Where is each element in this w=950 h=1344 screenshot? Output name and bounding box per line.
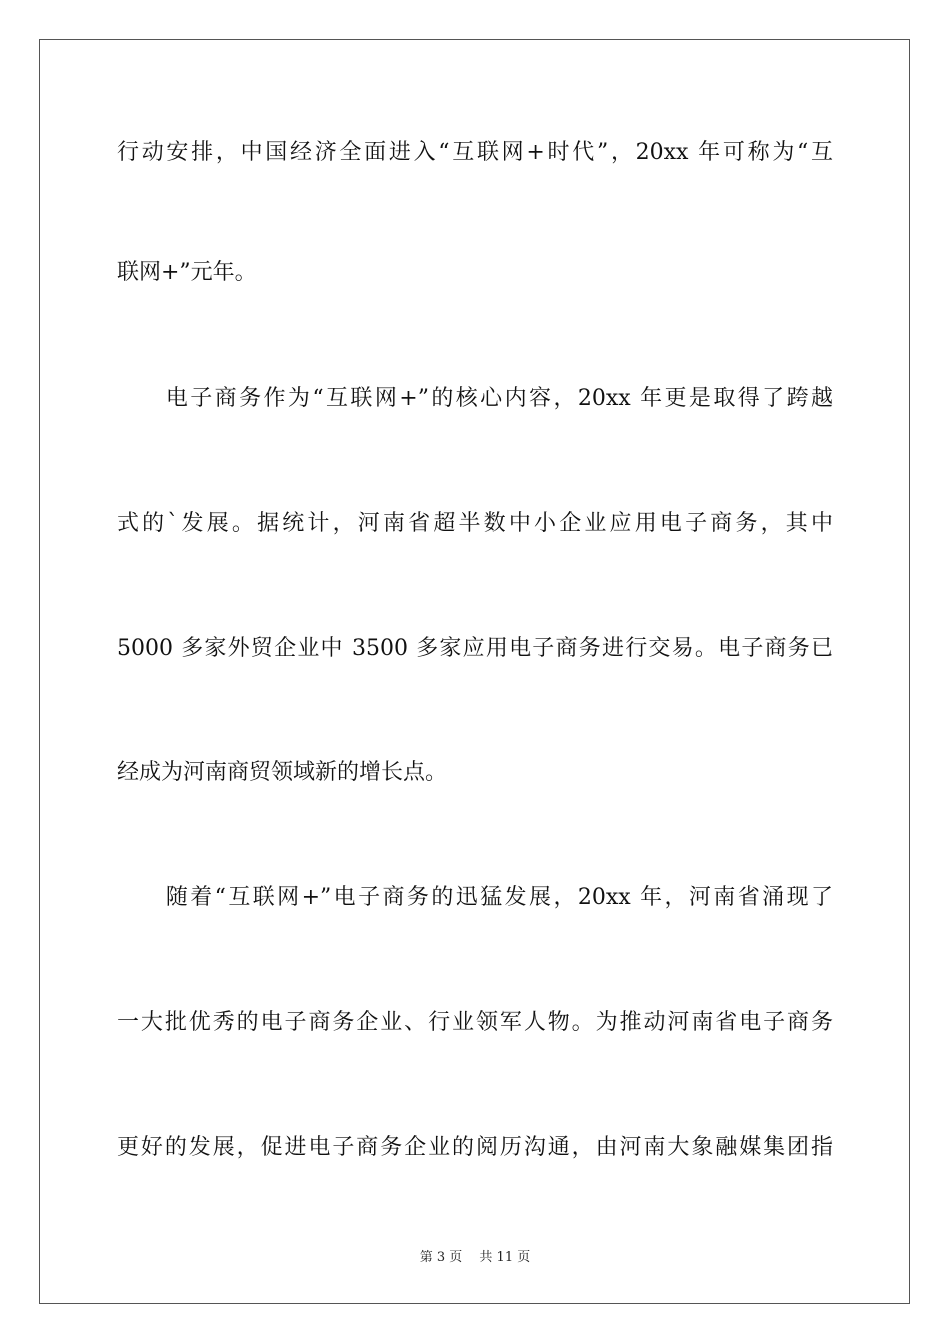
body-line-1: 行动安排，中国经济全面进入“互联网+时代”，20xx 年可称为“互 [117,140,833,165]
body-line-2: 联网+”元年。 [117,260,257,285]
body-line-9: 更好的发展，促进电子商务企业的阅历沟通，由河南大象融媒集团指 [117,1135,833,1160]
body-line-8: 一大批优秀的电子商务企业、行业领军人物。为推动河南省电子商务 [117,1010,833,1035]
body-line-4: 式的`发展。据统计，河南省超半数中小企业应用电子商务，其中 [117,511,833,536]
body-line-6: 经成为河南商贸领域新的增长点。 [117,760,448,785]
body-line-3: 电子商务作为“互联网+”的核心内容，20xx 年更是取得了跨越 [117,386,833,411]
body-line-5: 5000 多家外贸企业中 3500 多家应用电子商务进行交易。电子商务已 [117,636,833,661]
page-border [39,39,910,1304]
body-line-7: 随着“互联网+”电子商务的迅猛发展，20xx 年，河南省涌现了 [117,885,833,910]
page-number-footer: 第 3 页 共 11 页 [419,1250,531,1265]
